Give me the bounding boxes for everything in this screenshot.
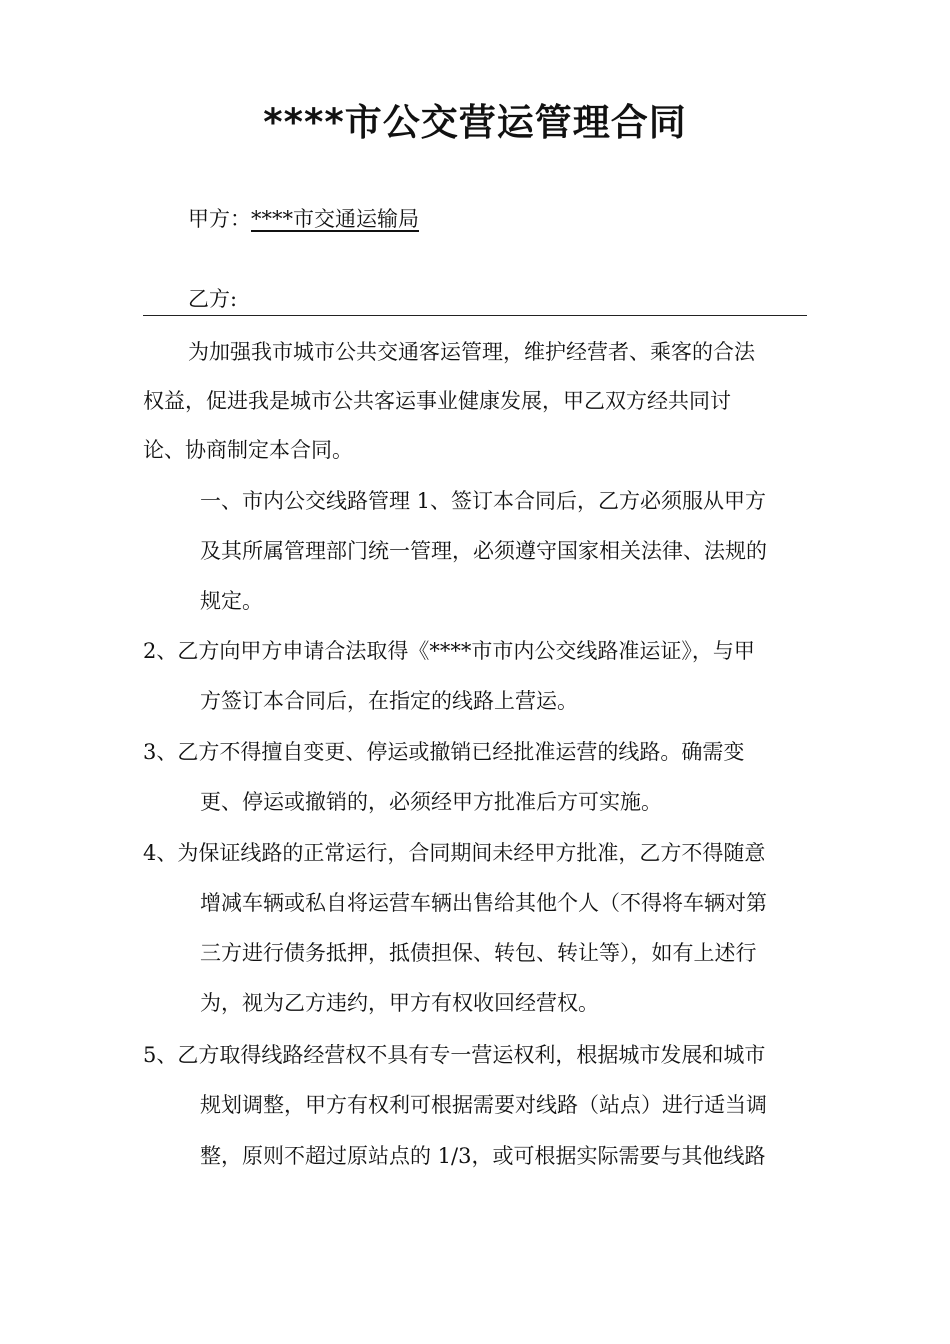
item2-line: 方签订本合同后，在指定的线路上营运。 xyxy=(200,689,578,713)
item3-line: 3、乙方不得擅自变更、停运或撤销已经批准运营的线路。确需变 xyxy=(143,740,745,764)
item4-line: 为，视为乙方违约，甲方有权收回经营权。 xyxy=(200,991,599,1015)
section1-line: 规定。 xyxy=(200,589,263,613)
party-b-label: 乙方: xyxy=(188,287,238,311)
party-a-label: 甲方： xyxy=(188,207,251,231)
item4-line: 增减车辆或私自将运营车辆出售给其他个人（不得将车辆对第 xyxy=(200,891,767,915)
item2-line: 2、乙方向甲方申请合法取得《****市市内公交线路准运证》，与甲 xyxy=(143,639,755,663)
item4-line: 三方进行债务抵押，抵债担保、转包、转让等），如有上述行 xyxy=(200,941,757,965)
item4-line: 4、为保证线路的正常运行，合同期间未经甲方批准，乙方不得随意 xyxy=(143,841,766,865)
preamble-line: 权益，促进我是城市公共客运事业健康发展，甲乙双方经共同讨 xyxy=(143,389,731,413)
party-b-underline xyxy=(143,315,807,316)
party-a-value: ****市交通运输局 xyxy=(251,207,419,231)
preamble-line: 论、协商制定本合同。 xyxy=(143,438,353,462)
item5-line: 5、乙方取得线路经营权不具有专一营运权利，根据城市发展和城市 xyxy=(143,1043,766,1067)
section1-line: 一、市内公交线路管理 1、签订本合同后，乙方必须服从甲方 xyxy=(200,489,767,513)
party-a-line xyxy=(188,204,419,234)
party-b-line xyxy=(188,284,237,314)
item5-line: 整，原则不超过原站点的 1/3，或可根据实际需要与其他线路 xyxy=(200,1144,766,1168)
item3-line: 更、停运或撤销的，必须经甲方批准后方可实施。 xyxy=(200,790,662,814)
preamble-line: 为加强我市城市公共交通客运管理，维护经营者、乘客的合法 xyxy=(188,340,755,364)
item5-line: 规划调整，甲方有权利可根据需要对线路（站点）进行适当调 xyxy=(200,1093,767,1117)
section1-line: 及其所属管理部门统一管理，必须遵守国家相关法律、法规的 xyxy=(200,539,767,563)
document-title: ****市公交营运管理合同 xyxy=(263,101,687,144)
